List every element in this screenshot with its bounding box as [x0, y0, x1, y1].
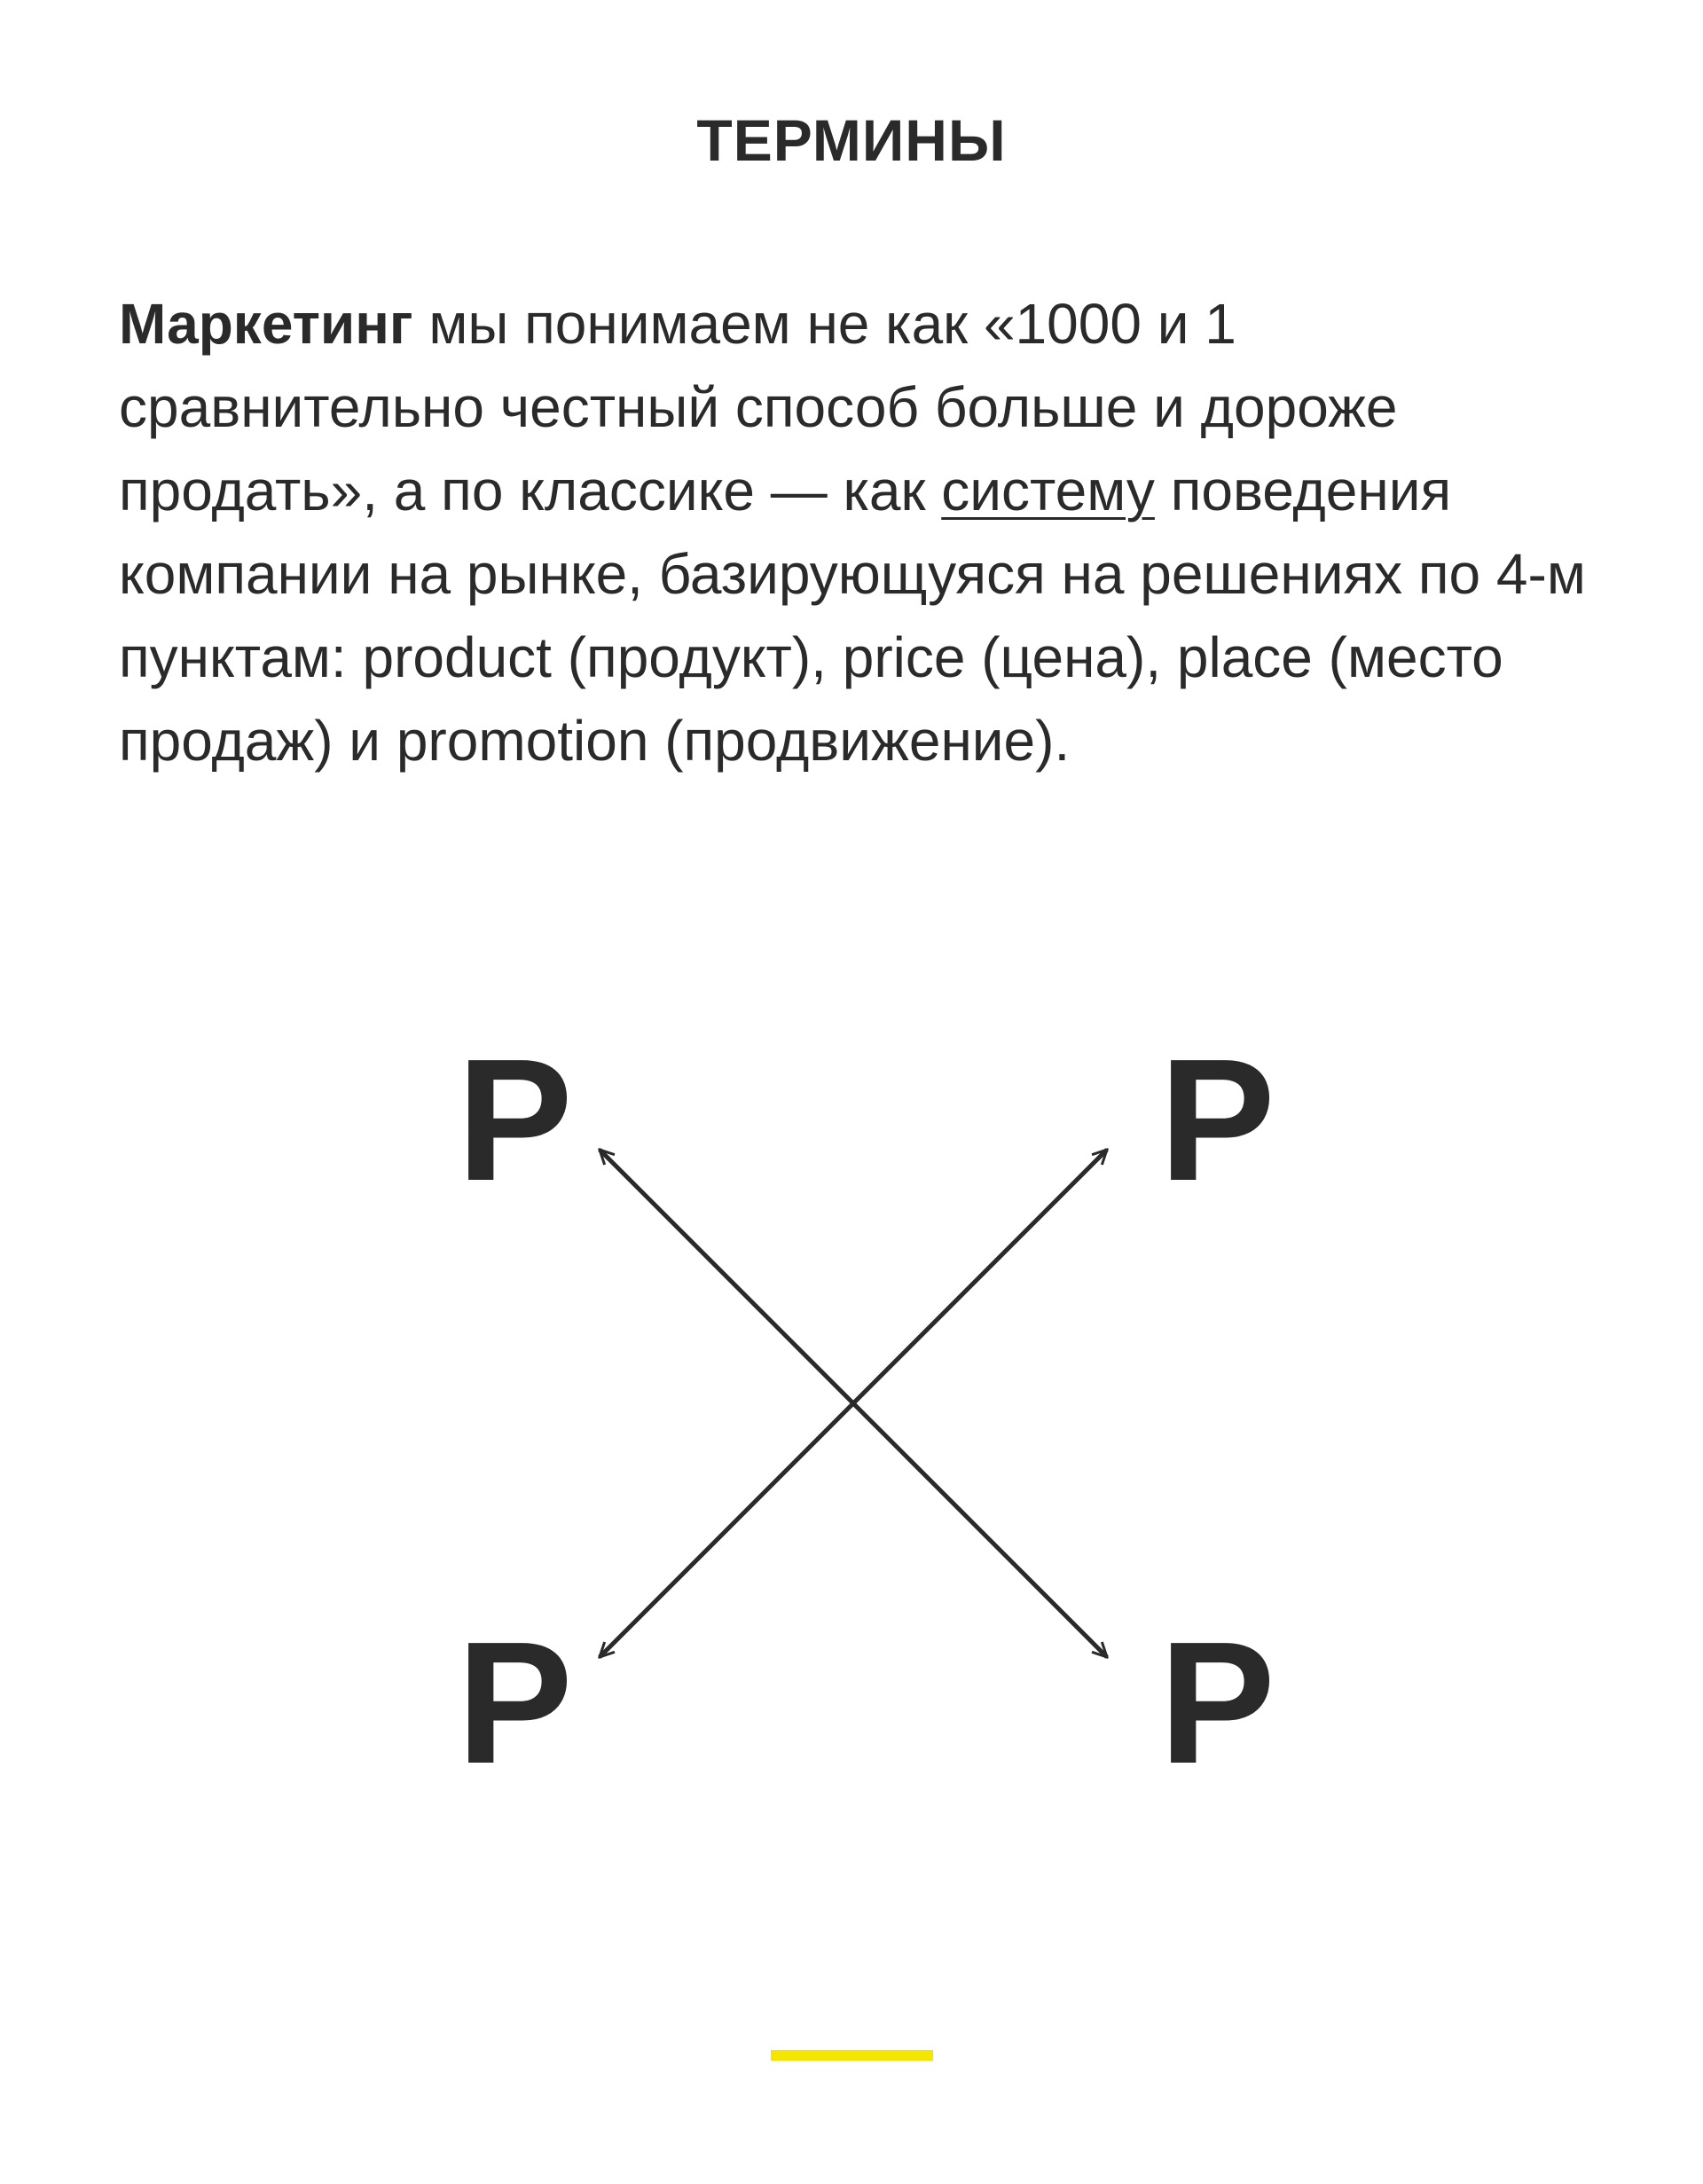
accent-bar: [771, 2050, 933, 2061]
p-letter-bottom-right: P: [1159, 1606, 1275, 1800]
p-letter-bottom-left: P: [457, 1606, 573, 1800]
definition-term: Маркетинг: [119, 292, 413, 356]
p-letter-top-left: P: [457, 1023, 573, 1217]
definition-text-start: мы понимаем не как «1000 и 1 сравнительно честный способ больше и дороже продать», а по классике — как: [119, 292, 1398, 522]
definition-text-end: поведения компании на рынке, базирующуяся на решениях по 4-м пунктам: product (продукт), price (цена), place (место продаж) и promotion (продвижение).: [119, 459, 1586, 773]
p-letter-top-right: P: [1159, 1023, 1275, 1217]
underlined-word: систему: [941, 459, 1155, 522]
page-title: ТЕРМИНЫ: [696, 107, 1007, 173]
